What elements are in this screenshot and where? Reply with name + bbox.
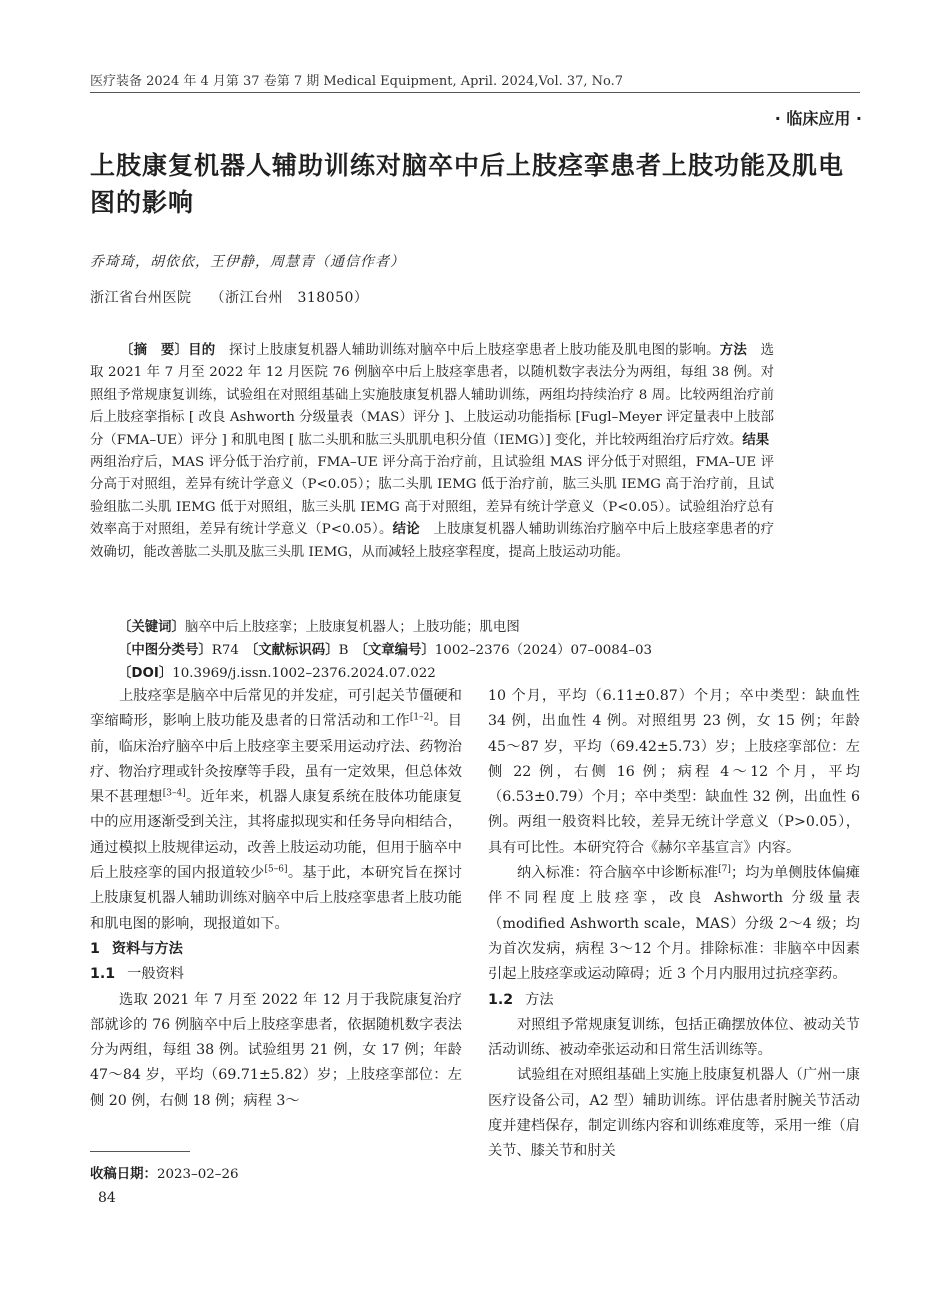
methods-label: 方法: [719, 343, 747, 358]
section-title: 资料与方法: [111, 940, 183, 957]
abstract: [90, 340, 783, 564]
subsection-title: 一般资料: [127, 966, 184, 983]
intro-text-b: 。目前，临床治疗脑卒中后上肢痉挛主要采用运动疗法、药物治疗、物治疗理或针灸按摩等手段，虽有一定效果，但总体效果不甚理想: [90, 713, 462, 806]
citation: [5–6]: [264, 864, 288, 875]
right-column: [488, 684, 860, 1165]
left-column: [90, 684, 462, 1114]
footnote-divider: [90, 1151, 190, 1152]
objective-text: 探讨上肢康复机器人辅助训练对脑卒中后上肢痉挛患者上肢功能及肌电图的影响。: [215, 343, 720, 358]
affiliation: [90, 287, 368, 307]
doi-value: 10.3969/j.issn.1002–2376.2024.07.022: [172, 666, 436, 681]
citation: [3–4]: [162, 788, 186, 799]
article-title: 上肢康复机器人辅助训练对脑卒中后上肢痉挛患者上肢功能及肌电图的影响: [90, 151, 845, 217]
keywords-value: 脑卒中后上肢痉挛；上肢康复机器人；上肢功能；肌电图: [184, 620, 520, 635]
doi-label: 〔DOI〕: [118, 666, 173, 681]
general-data-continued: 10 个月，平均（6.11±0.87）个月；卒中类型：缺血性 34 例，出血性 4 例。对照组男 23 例，女 15 例；年龄 45～87 岁，平均（69.42±5.73）岁；上肢痉挛部位：左侧 22 例，右侧 16 例；病程 4～12 个月，平均（6.53±0.79）个月；卒中类型：缺血性 32 例，出血性 6 例。两组一般资料比较，差异无统计学意义（P>0.05），具有可比性。本研究符合《赫尔辛基宣言》内容。: [488, 688, 860, 856]
journal-header: 医疗装备 2024 年 4 月第 37 卷第 7 期 Medical Equipment, April. 2024,Vol. 37, No.7: [90, 74, 624, 89]
doc-code-label: 〔文献标识码〕: [244, 643, 339, 658]
section-number: 1: [90, 940, 100, 957]
subsection-number: 1.1: [90, 966, 116, 983]
subsection-heading: [488, 988, 860, 1013]
conclusion-label: 结论: [392, 522, 420, 538]
results-text: 两组治疗后，MAS 评分低于治疗前，FMA–UE 评分高于治疗前，且试验组 MAS 评分低于对照组，FMA–UE 评分高于对照组，差异有统计学意义（P<0.05）；肱二头肌 IEMG 低于治疗前，肱三头肌 IEMG 高于治疗前，且试验组肱二头肌 IEMG 低于对照组，肱三头肌 IEMG 高于对照组，差异有统计学意义（P<0.05）。试验组治疗总有效率高于对照组，差异有统计学意义（P<0.05）。: [90, 432, 783, 538]
keywords: [118, 617, 818, 639]
author-list: 乔琦琦，胡依依，王伊静，周慧青（通信作者）: [90, 254, 405, 270]
doc-code-value: B: [338, 643, 349, 658]
trial-group-paragraph: 试验组在对照组基础上实施上肢康复机器人（广州一康医疗设备公司，A2 型）辅助训练。评估患者肘腕关节活动度并建档保存，制定训练内容和训练难度等，采用一维（肩关节、膝关节和肘关: [488, 1067, 860, 1160]
header-divider: [90, 92, 860, 93]
received-value: 2023–02–26: [156, 1167, 239, 1182]
received-date: [90, 1163, 239, 1182]
address: （浙江台州 318050）: [210, 290, 369, 306]
doi: [118, 663, 818, 685]
section-heading: [90, 937, 462, 962]
keywords-label: 〔关键词〕: [118, 620, 185, 635]
clc-value: R74: [211, 643, 239, 658]
inclusion-text-a: 纳入标准：符合脑卒中诊断标准: [517, 865, 719, 882]
citation: [1–2]: [409, 712, 433, 723]
section-tag: · 临床应用 ·: [774, 109, 862, 128]
control-group-paragraph: 对照组予常规康复训练，包括正确摆放体位、被动关节活动训练、被动牵张运动和日常生活训练等。: [488, 1016, 860, 1059]
general-data-paragraph: 选取 2021 年 7 月至 2022 年 12 月于我院康复治疗部就诊的 76 例脑卒中后上肢痉挛患者，依据随机数字表法分为两组，每组 38 例。试验组男 21 例，女 17 例；年龄 47～84 岁，平均（69.71±5.82）岁；上肢痉挛部位：左侧 20 例，右侧 18 例；病程 3～: [90, 991, 462, 1109]
subsection-heading: [90, 962, 462, 987]
abstract-label: 〔摘 要〕: [120, 343, 189, 358]
institution: 浙江省台州医院: [90, 290, 192, 306]
intro-text-c: 。近年来，机器人康复系统在肢体功能康复中的应用逐渐受到关注，其将虚拟现实和任务导向相结合，通过模拟上肢规律运动，改善上肢运动功能，但用于脑卒中后上肢痉挛的国内报道较少: [90, 789, 462, 882]
subsection-number: 1.2: [488, 991, 514, 1008]
objective-label: 目的: [188, 343, 216, 358]
classification: [118, 640, 818, 662]
citation: [7]: [718, 864, 731, 875]
subsection-title: 方法: [525, 991, 554, 1008]
intro-text-a: 上肢痉挛是脑卒中后常见的并发症，可引起关节僵硬和挛缩畸形，影响上肢功能及患者的日常活动和工作: [90, 688, 462, 730]
inclusion-paragraph: [488, 861, 860, 987]
clc-label: 〔中图分类号〕: [118, 643, 212, 658]
intro-text-d: 。基于此，本研究旨在探讨上肢康复机器人辅助训练对脑卒中后上肢痉挛患者上肢功能和肌电图的影响，现报道如下。: [90, 865, 462, 932]
conclusion-text: 上肢康复机器人辅助训练治疗脑卒中后上肢痉挛患者的疗效确切，能改善肱二头肌及肱三头肌 IEMG，从而减轻上肢痉挛程度，提高上肢运动功能。: [90, 522, 775, 560]
inclusion-text-b: ；均为单侧肢体偏瘫伴不同程度上肢痉挛，改良 Ashworth 分级量表（modified Ashworth scale，MAS）分级 2～4 级；均为首次发病，病程 3～12 个月。排除标准：非脑卒中因素引起上肢痉挛或运动障碍；近 3 个月内服用过抗痉挛药。: [488, 865, 860, 983]
results-label: 结果: [742, 432, 770, 448]
page-number: 84: [98, 1190, 116, 1206]
intro-paragraph: [90, 684, 462, 937]
methods-text: 选取 2021 年 7 月至 2022 年 12 月医院 76 例脑卒中后上肢痉挛患者，以随机数字表法分为两组，每组 38 例。对照组予常规康复训练，试验组在对照组基础上实施肢康复机器人辅助训练，两组均持续治疗 8 周。比较两组治疗前后上肢痉挛指标 [ 改良 Ashworth 分级量表（MAS）评分 ]、上肢运动功能指标 [Fugl–Meyer 评定量表中上肢部分（FMA–UE）评分 ] 和肌电图 [ 肱二头肌和肱三头肌肌电积分值（IEMG）] 变化，并比较两组治疗后疗效。: [90, 343, 775, 448]
received-label: 收稿日期：: [90, 1167, 157, 1182]
article-no-label: 〔文章编号〕: [354, 643, 435, 658]
article-no-value: 1002–2376（2024）07–0084–03: [434, 643, 653, 658]
